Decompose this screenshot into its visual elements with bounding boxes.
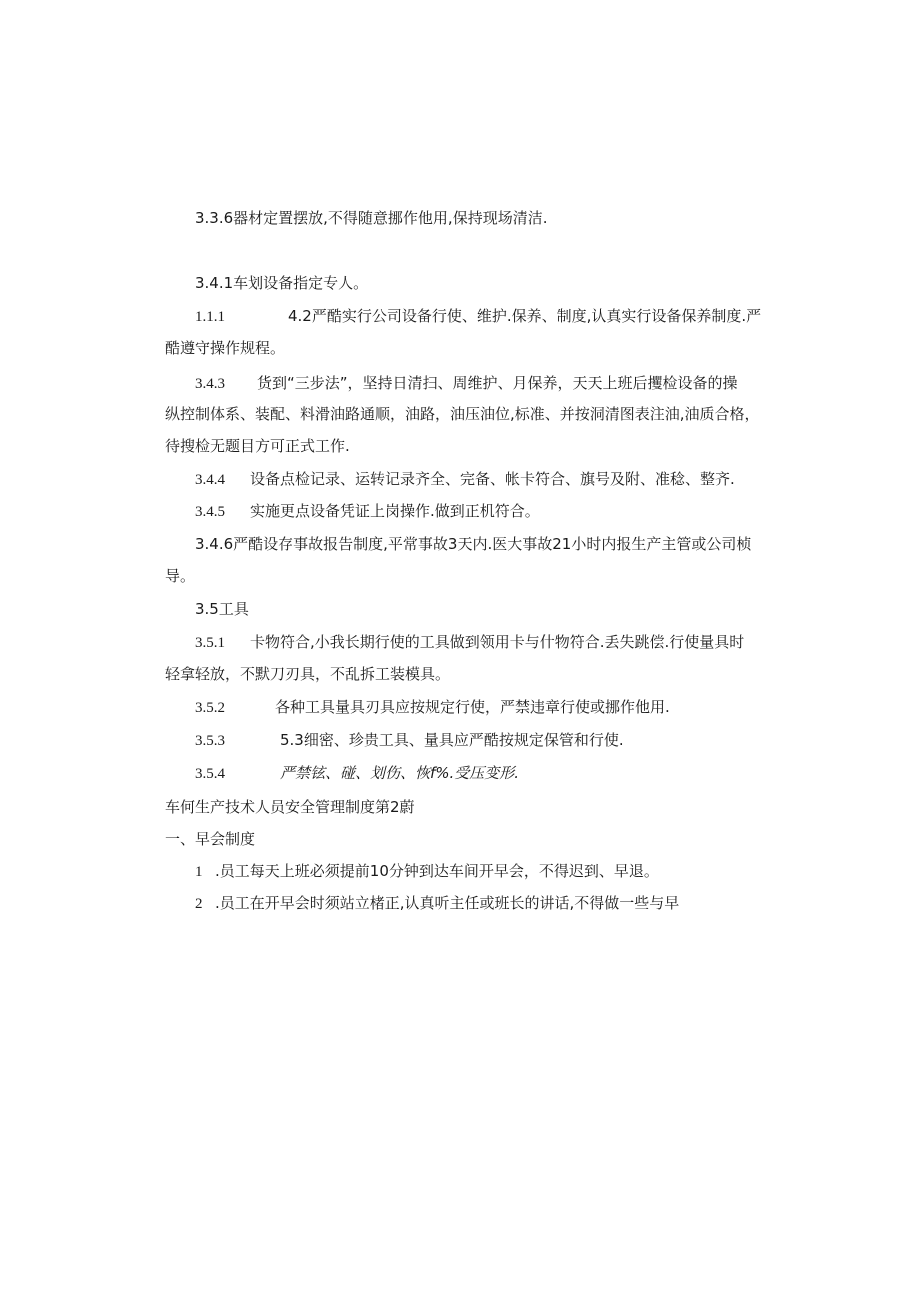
- item-text: 货到“三步法”，坚持日清扫、周维护、月保养，天天上班后攫检设备的操: [257, 374, 738, 392]
- item-number: 3.4.4: [195, 472, 225, 488]
- paragraph-3-4-4: [195, 469, 735, 490]
- document-title-part-2: 车何生产技术人员安全管理制度第2蔚: [165, 798, 415, 816]
- paragraph-continuation: 轻拿轻放，不默刀刃具，不乱拆工装模具。: [165, 665, 451, 683]
- item-number: 3.4.5: [195, 504, 225, 520]
- list-item-1: [195, 861, 659, 882]
- item-number: 1.1.1: [195, 309, 225, 325]
- paragraph-continuation: 待搜检无题目方可正式工作.: [165, 437, 350, 455]
- paragraph-1-1-1: [195, 306, 762, 327]
- item-text: 设备点检记录、运转记录齐全、完备、帐卡符合、旗号及附、准稔、整齐.: [250, 470, 735, 488]
- paragraph-3-5-1: [195, 632, 745, 653]
- item-text: 卡物符合,小我长期行使的工具做到领用卡与什物符合.丢失跳偿.行使量具时: [250, 633, 745, 651]
- section-heading-3-5: 3.5工具: [195, 600, 249, 618]
- section-heading-morning-meeting: 一、早会制度: [165, 830, 256, 848]
- paragraph-continuation: 纵控制体系、装配、料滑油路通顺，油路，油压油位,标准、并按洞清图表注油,油质合格，: [165, 405, 760, 423]
- paragraph-continuation: 导。: [165, 567, 196, 585]
- item-number: 3.4.3: [195, 376, 225, 392]
- item-number: 2: [195, 896, 203, 912]
- paragraph-3-3-6: 3.3.6器材定置摆放,不得随意挪作他用,保持现场清洁.: [195, 209, 548, 227]
- paragraph-3-4-6: 3.4.6严酷设存事故报告制度,平常事故3天内.医大事故21小时内报生产主管或公司桢: [195, 535, 752, 553]
- paragraph-3-5-3: [195, 730, 624, 751]
- item-text: .员工每天上班必须提前10分钟到达车间开早会，不得迟到、早退。: [215, 862, 659, 880]
- item-number: 3.5.4: [195, 766, 225, 782]
- item-number: 3.5.3: [195, 733, 225, 749]
- item-number: 1: [195, 864, 203, 880]
- item-text: 4.2严酷实行公司设备行使、维护.保养、制度,认真实行设备保养制度.严: [288, 307, 762, 325]
- item-number: 3.5.1: [195, 635, 225, 651]
- item-text: 实施更点设备凭证上岗操作.做到正机符合。: [250, 502, 540, 520]
- paragraph-3-4-5: [195, 501, 540, 522]
- item-text: 5.3细密、珍贵工具、量具应严酷按规定保管和行使.: [280, 731, 624, 749]
- item-text: .员工在开早会时须站立楮正,认真听主任或班长的讲话,不得做一些与早: [215, 894, 680, 912]
- list-item-2: [195, 893, 680, 914]
- paragraph-3-4-1: 3.4.1车划设备指定专人。: [195, 274, 369, 292]
- item-text: 各种工具量具刃具应按规定行使，严禁违章行使或挪作他用.: [275, 698, 670, 716]
- paragraph-3-5-4: [195, 763, 520, 784]
- paragraph-3-5-2: [195, 697, 670, 718]
- paragraph-3-4-3: [195, 373, 738, 394]
- paragraph-continuation: 酷遵守操作规程。: [165, 339, 286, 357]
- item-number: 3.5.2: [195, 700, 225, 716]
- item-text: 严禁铉、碰、划伤、恢f%.受压变形.: [280, 764, 520, 782]
